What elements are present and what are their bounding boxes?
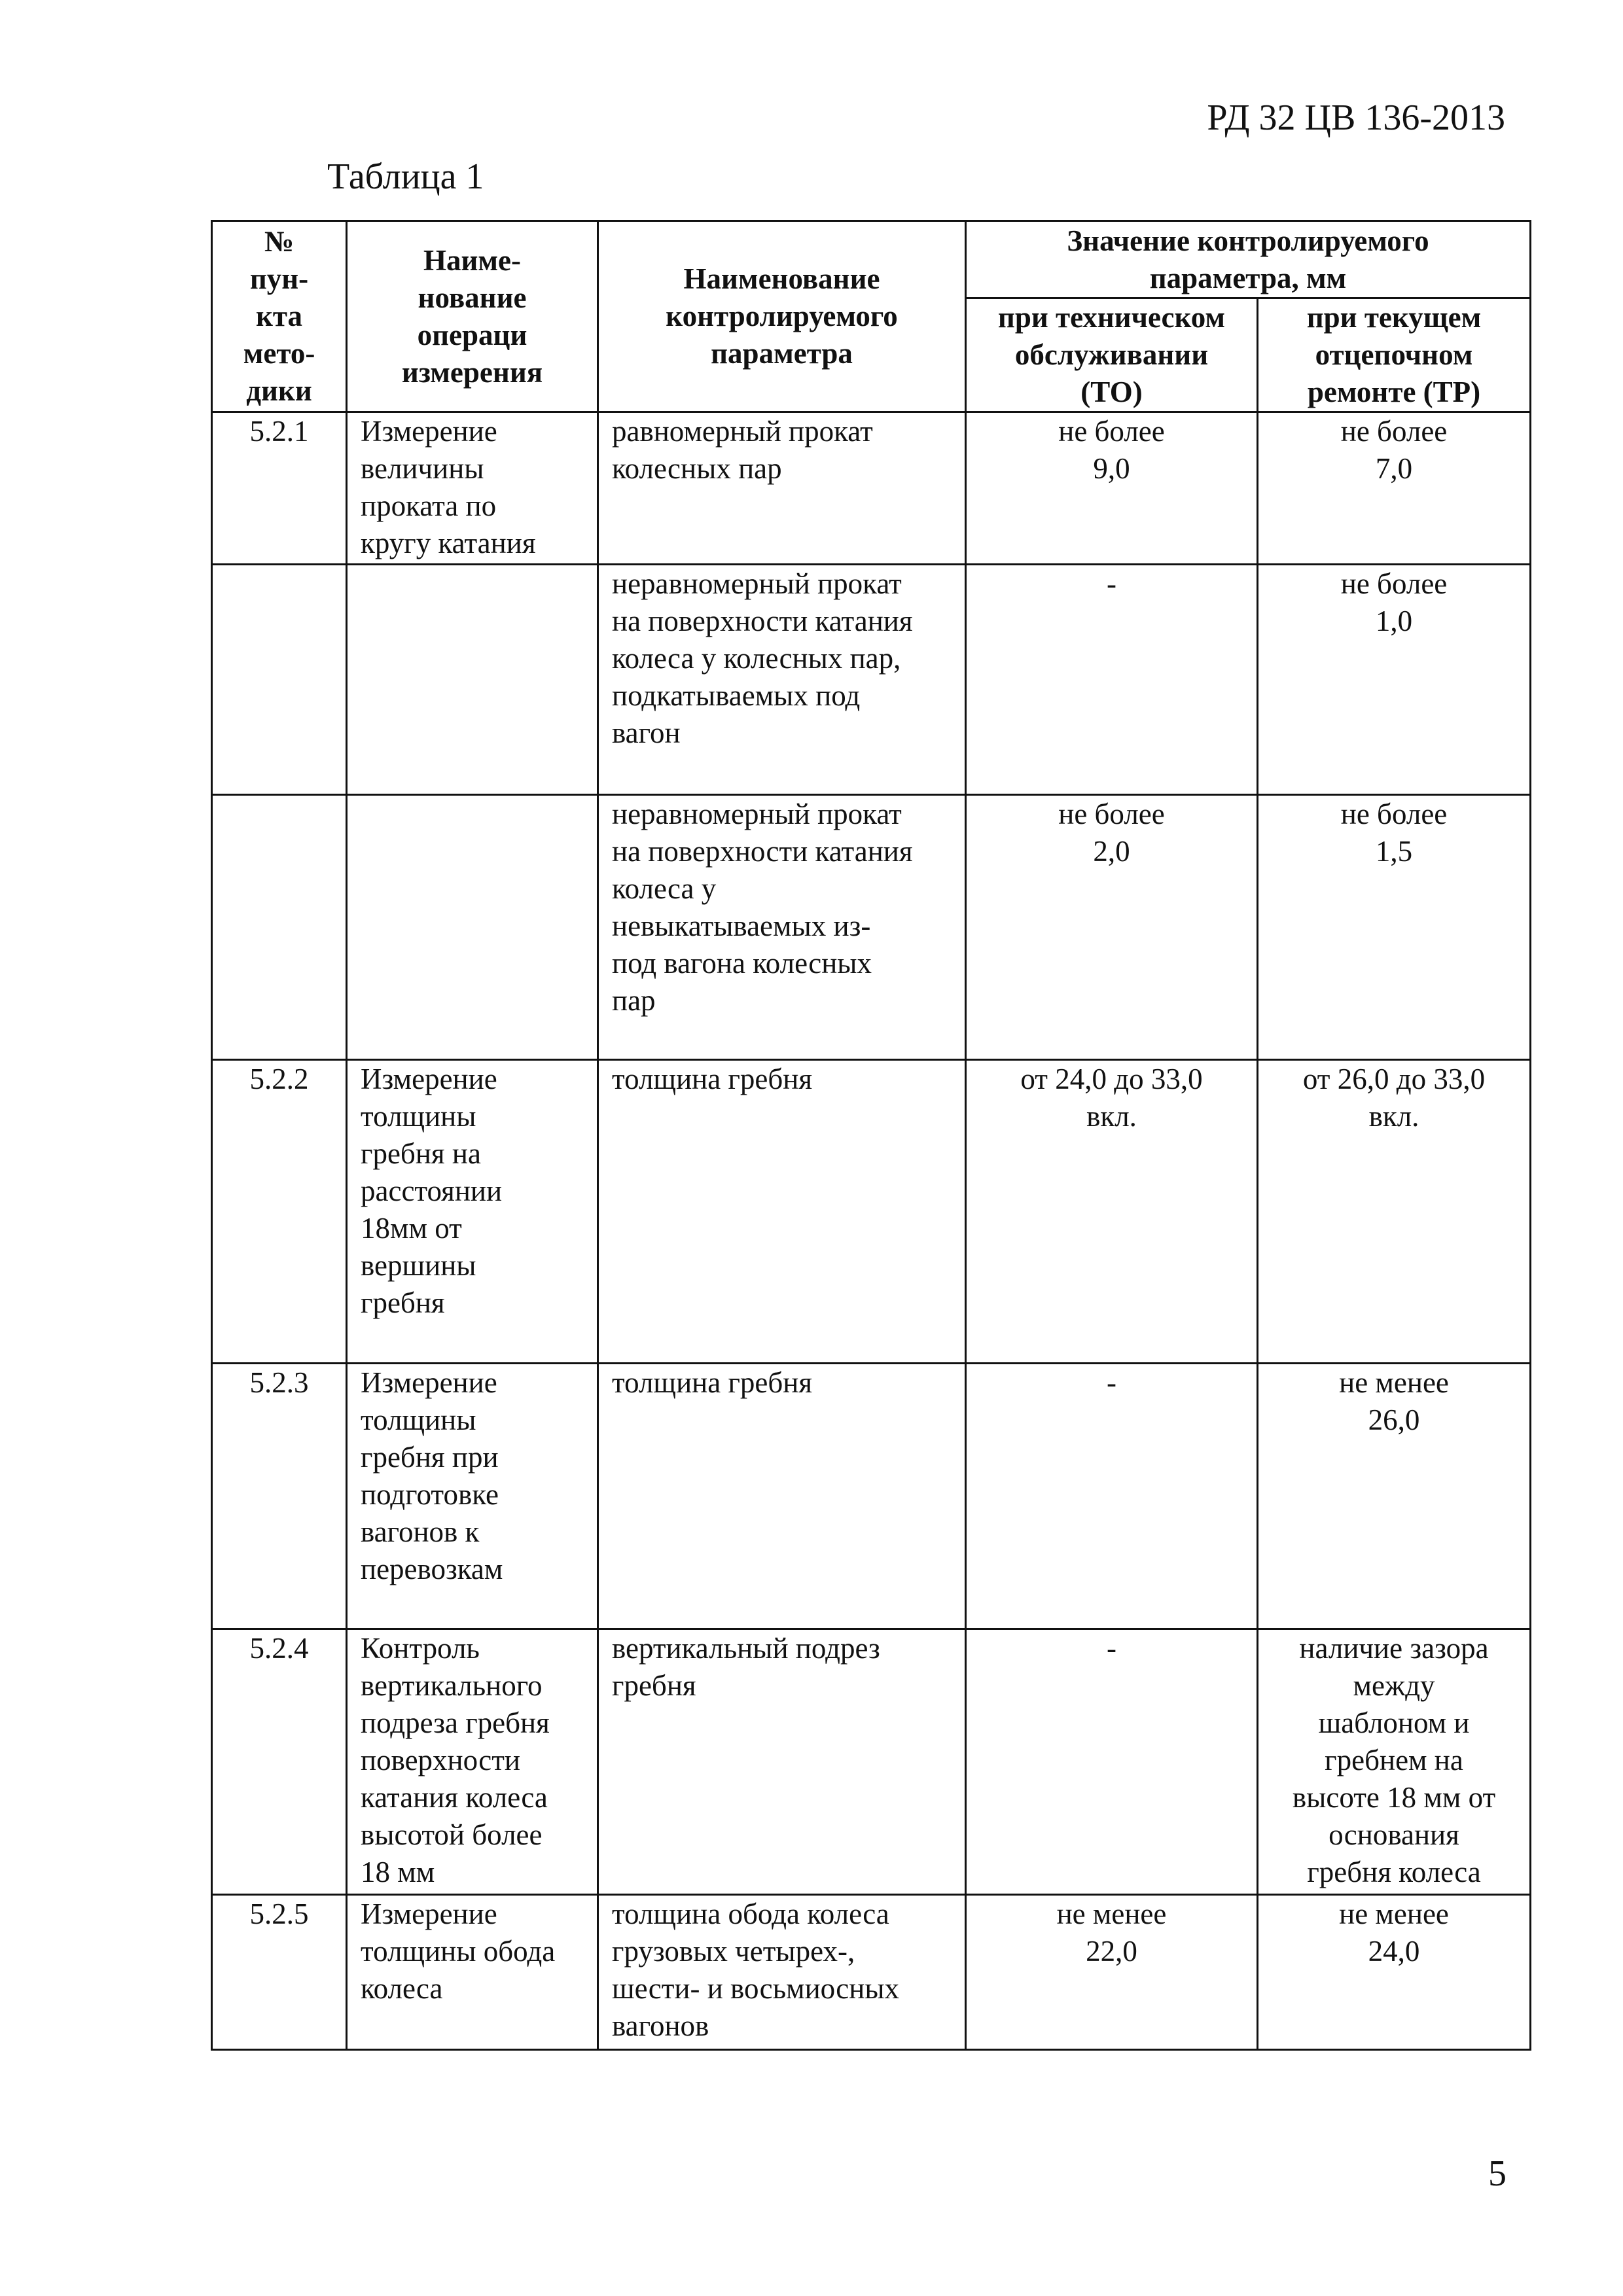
text-line: не более: [1058, 798, 1165, 830]
text-line: 18мм от: [361, 1212, 462, 1245]
header-parameter-value: [966, 221, 1531, 298]
cell-parameter: [598, 1364, 966, 1629]
text-line: толщина гребня: [612, 1366, 813, 1399]
cell-value-tr: [1258, 565, 1531, 795]
text-line: 22,0: [1086, 1935, 1137, 1968]
text-line: вертикальный подрез: [612, 1632, 880, 1665]
text-line: толщина обода колеса: [612, 1898, 889, 1930]
cell-operation: [347, 1895, 598, 2050]
text-line: колеса у: [612, 872, 717, 905]
text-line: на поверхности катания: [612, 835, 913, 868]
text-line: наличие зазора: [1299, 1632, 1489, 1665]
table-row: [212, 1629, 1531, 1895]
text-line: гребня: [612, 1669, 696, 1702]
cell-parameter: [598, 412, 966, 565]
cell-value-to: [966, 1895, 1258, 2050]
text-line: мето-: [243, 337, 315, 370]
text-line: 1,0: [1375, 605, 1413, 637]
document-code: РД 32 ЦВ 136-2013: [1207, 97, 1505, 138]
cell-parameter: [598, 795, 966, 1060]
cell-item-number: 5.2.4: [212, 1629, 347, 1895]
text-line: вагонов к: [361, 1515, 480, 1548]
text-line: -: [1107, 567, 1116, 600]
text-line: Измерение: [361, 1898, 497, 1930]
cell-parameter: [598, 565, 966, 795]
text-line: 26,0: [1368, 1404, 1420, 1436]
cell-item-number: [212, 795, 347, 1060]
text-line: высоте 18 мм от: [1292, 1781, 1496, 1814]
text-line: гребня: [361, 1286, 445, 1319]
table-row: [212, 1060, 1531, 1364]
cell-value-tr: [1258, 1364, 1531, 1629]
text-line: параметра: [711, 337, 853, 370]
cell-item-number: 5.2.1: [212, 412, 347, 565]
text-line: подготовке: [361, 1478, 499, 1511]
text-line: операци: [417, 318, 527, 351]
cell-operation: [347, 412, 598, 565]
text-line: не менее: [1056, 1898, 1167, 1930]
cell-item-number: 5.2.3: [212, 1364, 347, 1629]
text-line: от 24,0 до 33,0: [1020, 1063, 1203, 1095]
text-line: дики: [246, 374, 312, 407]
text-line: параметра, мм: [1149, 261, 1347, 294]
text-line: подреза гребня: [361, 1706, 550, 1739]
text-line: гребня при: [361, 1441, 499, 1474]
cell-value-tr: [1258, 1060, 1531, 1364]
text-line: 9,0: [1093, 452, 1130, 485]
text-line: Наиме-: [423, 243, 522, 277]
text-line: грузовых четырех-,: [612, 1935, 855, 1968]
text-line: не более: [1058, 415, 1165, 448]
text-line: вагонов: [612, 2009, 709, 2042]
table-row: [212, 412, 1531, 565]
text-line: толщины: [361, 1404, 476, 1436]
text-line: Контроль: [361, 1632, 480, 1665]
cell-operation: [347, 1060, 598, 1364]
cell-value-to: [966, 1629, 1258, 1895]
text-line: толщины: [361, 1100, 476, 1133]
text-line: обслуживании: [1014, 338, 1209, 371]
text-line: 24,0: [1368, 1935, 1420, 1968]
cell-item-number: [212, 565, 347, 795]
text-line: не более: [1340, 415, 1448, 448]
text-line: колеса у колесных пар,: [612, 642, 901, 675]
text-line: пун-: [249, 262, 309, 295]
text-line: 2,0: [1093, 835, 1130, 868]
text-line: Значение контролируемого: [1067, 224, 1429, 257]
text-line: не менее: [1339, 1898, 1449, 1930]
text-line: шести- и восьмиосных: [612, 1972, 900, 2005]
text-line: отцепочном: [1315, 338, 1473, 371]
cell-value-to: [966, 795, 1258, 1060]
text-line: контролируемого: [666, 300, 898, 332]
text-line: толщины обода: [361, 1935, 556, 1968]
cell-item-number: 5.2.5: [212, 1895, 347, 2050]
text-line: подкатываемых под: [612, 679, 861, 712]
text-line: невыкатываемых из-: [612, 910, 871, 942]
text-line: под вагона колесных: [612, 947, 872, 980]
text-line: величины: [361, 452, 484, 485]
cell-value-to: [966, 412, 1258, 565]
text-line: вкл.: [1086, 1100, 1137, 1133]
text-line: высотой более: [361, 1818, 543, 1851]
cell-operation: [347, 1364, 598, 1629]
cell-operation: [347, 795, 598, 1060]
cell-value-tr: [1258, 1629, 1531, 1895]
text-line: -: [1107, 1632, 1116, 1665]
text-line: расстоянии: [361, 1174, 503, 1207]
header-repair-tr: [1258, 298, 1531, 412]
text-line: (ТО): [1080, 376, 1143, 408]
table-row: [212, 795, 1531, 1060]
text-line: проката по: [361, 489, 497, 522]
text-line: неравномерный прокат: [612, 798, 902, 830]
table-row: [212, 1895, 1531, 2050]
text-line: Измерение: [361, 415, 497, 448]
text-line: между: [1353, 1669, 1435, 1702]
text-line: неравномерный прокат: [612, 567, 902, 600]
cell-operation: [347, 1629, 598, 1895]
text-line: кта: [255, 300, 303, 332]
table-title: Таблица 1: [327, 156, 484, 197]
text-line: гребня колеса: [1307, 1856, 1481, 1888]
cell-parameter: [598, 1060, 966, 1364]
cell-item-number: 5.2.2: [212, 1060, 347, 1364]
text-line: колеса: [361, 1972, 443, 2005]
text-line: Наименование: [683, 262, 880, 295]
text-line: нование: [418, 281, 527, 314]
text-line: при техническом: [997, 301, 1226, 334]
cell-value-to: [966, 1364, 1258, 1629]
cell-parameter: [598, 1895, 966, 2050]
cell-value-to: [966, 565, 1258, 795]
text-line: толщина гребня: [612, 1063, 813, 1095]
text-line: пар: [612, 984, 656, 1017]
table-row: [212, 565, 1531, 795]
text-line: не более: [1340, 798, 1448, 830]
header-operation-name: [347, 221, 598, 412]
text-line: катания колеса: [361, 1781, 548, 1814]
cell-value-to: [966, 1060, 1258, 1364]
header-maintenance-to: [966, 298, 1258, 412]
page-number: 5: [1488, 2153, 1507, 2194]
cell-value-tr: [1258, 1895, 1531, 2050]
text-line: вагон: [612, 716, 681, 749]
text-line: колесных пар: [612, 452, 782, 485]
text-line: на поверхности катания: [612, 605, 913, 637]
text-line: от 26,0 до 33,0: [1302, 1063, 1486, 1095]
text-line: основания: [1329, 1818, 1459, 1851]
text-line: 18 мм: [361, 1856, 435, 1888]
cell-parameter: [598, 1629, 966, 1895]
text-line: №: [264, 225, 294, 258]
table-row: [212, 1364, 1531, 1629]
text-line: не менее: [1339, 1366, 1449, 1399]
text-line: -: [1107, 1366, 1116, 1399]
text-line: вершины: [361, 1249, 476, 1282]
text-line: гребнем на: [1325, 1744, 1463, 1776]
cell-operation: [347, 565, 598, 795]
text-line: равномерный прокат: [612, 415, 873, 448]
text-line: кругу катания: [361, 527, 536, 559]
text-line: Измерение: [361, 1063, 497, 1095]
text-line: Измерение: [361, 1366, 497, 1399]
text-line: вкл.: [1368, 1100, 1419, 1133]
text-line: ремонте (ТР): [1307, 376, 1481, 408]
header-parameter-name: [598, 221, 966, 412]
text-line: 1,5: [1375, 835, 1413, 868]
text-line: гребня на: [361, 1137, 481, 1170]
text-line: 7,0: [1375, 452, 1413, 485]
cell-value-tr: [1258, 412, 1531, 565]
cell-value-tr: [1258, 795, 1531, 1060]
text-line: перевозкам: [361, 1553, 503, 1585]
text-line: при текущем: [1306, 301, 1482, 334]
measurement-table: [211, 220, 1531, 2051]
text-line: вертикального: [361, 1669, 543, 1702]
text-line: измерения: [401, 355, 543, 389]
text-line: не более: [1340, 567, 1448, 600]
text-line: поверхности: [361, 1744, 520, 1776]
header-item-number: [212, 221, 347, 412]
text-line: шаблоном и: [1318, 1706, 1470, 1739]
